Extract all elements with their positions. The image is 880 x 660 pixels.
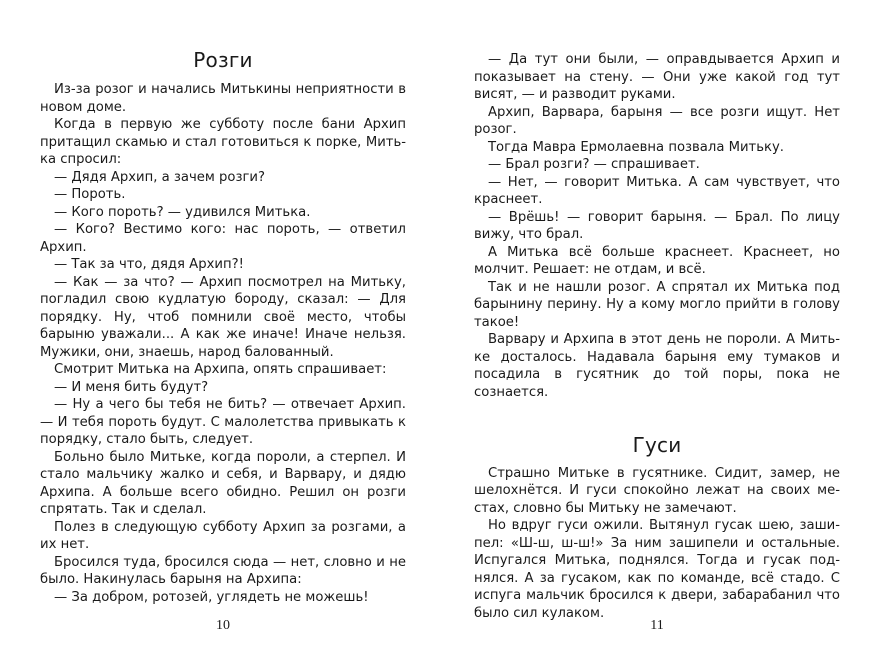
page-number-left: 10 xyxy=(216,618,230,633)
paragraph: Страшно Митьке в гусятнике. Сидит, замер, не шелохнётся. И гуси спокойно лежат на своих местах, словно бы Митьку не замечают. xyxy=(474,465,840,516)
right-page xyxy=(474,0,840,660)
paragraph: — Ну а чего бы тебя не бить? — отвечает Архип. — И тебя пороть будут. С малолетства привыкать к порядку, стало быть, следует. xyxy=(40,397,406,447)
paragraph: Варвару и Архипа в этот день не пороли. А Митьке досталось. Надавала барыня ему тумаков и посадила в гусятник до той поры, пока не сознается. xyxy=(474,332,840,400)
right-page-text xyxy=(474,51,840,622)
paragraph: Тогда Мавра Ермолаевна позвала Митьку. xyxy=(488,139,784,155)
left-page xyxy=(40,0,406,660)
page-number-right: 11 xyxy=(650,618,664,633)
paragraph: Так и не нашли розог. А спрятал их Митька под барынину перину. Ну а кому могло прийти в голову такое! xyxy=(474,279,840,330)
paragraph: — Брал розги? — спрашивает. xyxy=(488,157,700,172)
paragraph: Смотрит Митька на Архипа, опять спрашивает: xyxy=(54,362,387,377)
left-page-text xyxy=(40,81,406,606)
paragraph: — И меня бить будут? xyxy=(54,379,209,395)
paragraph: — Да тут они были, — оправдывается Архип и показывает на стену. — Они уже какой год тут висят, — и разводит руками. xyxy=(474,52,840,102)
paragraph: — Так за что, дядя Архип?! xyxy=(54,257,244,272)
paragraph: Бросился туда, бросился сюда — нет, словно и не было. Накинулась барыня на Архипа: xyxy=(40,554,406,587)
chapter-title-rozgi: Розги xyxy=(193,48,253,72)
paragraph: Из-за розог и начались Митькины неприятности в новом доме. xyxy=(40,82,406,115)
paragraph: — Кого пороть? — удивился Митька. xyxy=(54,204,311,220)
chapter-title-gusi: Гуси xyxy=(632,433,682,457)
paragraph: — Кого? Вестимо кого: нас пороть, — ответил Архип. xyxy=(40,222,406,255)
paragraph: — Врёшь! — говорит барыня. — Брал. По лицу вижу, что брал. xyxy=(474,209,840,242)
paragraph: Но вдруг гуси ожили. Вытянул гусак шею, зашипел: «Ш-ш, ш-ш!» За ним зашипели и остальные. Испугался Митька, поднялся. Тогда и гусак поднялся. А за гусаком, как по команде, всё стадо. С испуга мальчик бросился к двери, забарабанил что было сил кулаком. xyxy=(474,518,840,621)
paragraph: — За добром, ротозей, углядеть не можешь! xyxy=(54,589,369,605)
paragraph: Больно было Митьке, когда пороли, а стерпел. И стало мальчику жалко и себя, и Варвару, и дядю Архипа. А больше всего обидно. Решил он розги спрятать. Так и сделал. xyxy=(40,449,406,517)
paragraph: Архип, Варвара, барыня — все розги ищут. Нет розог. xyxy=(474,104,840,137)
paragraph: — Дядя Архип, а зачем розги? xyxy=(54,169,265,185)
paragraph: Полез в следующую субботу Архип за розгами, а их нет. xyxy=(40,519,406,552)
paragraph: — Пороть. xyxy=(54,187,126,202)
paragraph: — Как — за что? — Архип посмотрел на Митьку, погладил свою кудлатую бороду, сказал: — Для порядку. Ну, чтоб помнили своё место, чтобы барыню уважали... А как же иначе! Иначе нельзя. Мужики, они, знаешь, народ балованный. xyxy=(40,274,406,360)
paragraph: А Митька всё больше краснеет. Краснеет, но молчит. Решает: не отдам, и всё. xyxy=(474,244,840,277)
paragraph: — Нет, — говорит Митька. А сам чувствует, что краснеет. xyxy=(474,174,840,207)
paragraph: Когда в первую же субботу после бани Архип притащил скамью и стал готовиться к порке, Митька спросил: xyxy=(40,117,406,167)
